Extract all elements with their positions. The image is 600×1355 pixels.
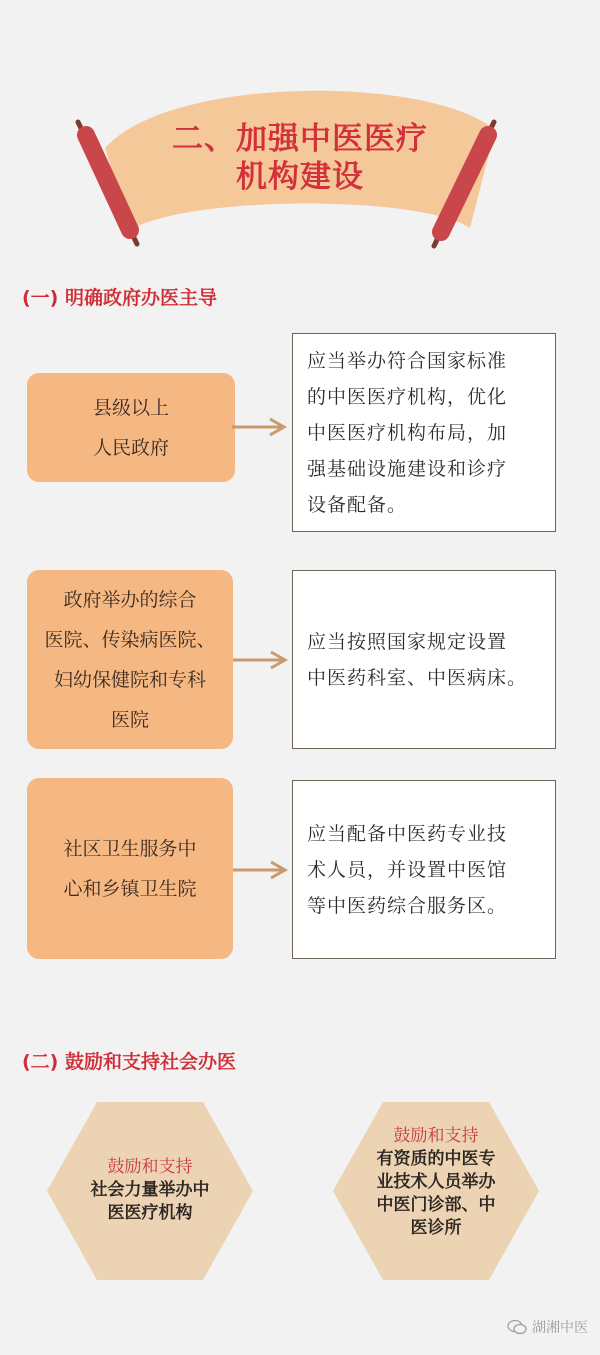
requirement-text: 应当配备中医药专业技	[307, 822, 508, 845]
hex-body-text: 业技术人员举办	[376, 1172, 496, 1192]
hex-body-text: 社会力量举办中	[90, 1180, 210, 1200]
watermark	[507, 1317, 588, 1337]
hexagon-qualified-professionals-text	[346, 1125, 526, 1240]
section2-heading: (二) 鼓励和支持社会办医	[22, 1051, 236, 1073]
banner-title-line1: 二、加强中医医疗	[172, 121, 428, 157]
subject-text: 心和乡镇卫生院	[63, 877, 197, 900]
arrow-right-icon	[233, 860, 289, 880]
hex-body-text: 有资质的中医专	[376, 1149, 496, 1169]
hex-body-text: 中医门诊部、中	[376, 1195, 496, 1215]
subject-text: 社区卫生服务中	[63, 837, 197, 860]
requirement-box-county-government	[292, 333, 556, 532]
requirement-text: 强基础设施建设和诊疗	[307, 457, 508, 480]
subject-text: 人民政府	[92, 436, 169, 459]
subject-box-county-government	[27, 373, 235, 482]
subject-text: 医院	[110, 708, 149, 731]
hex-accent-text: 鼓励和支持	[107, 1157, 193, 1177]
section1-heading: (一) 明确政府办医主导	[22, 287, 217, 309]
requirement-box-government-hospitals	[292, 570, 556, 749]
requirement-text: 等中医药综合服务区。	[307, 894, 508, 917]
requirement-text: 应当按照国家规定设置	[307, 630, 508, 653]
requirement-text: 的中医医疗机构，优化	[307, 385, 508, 408]
watermark-text: 湖湘中医	[532, 1320, 588, 1336]
subject-text: 政府举办的综合	[63, 588, 197, 611]
subject-box-community-health-centers	[27, 778, 233, 959]
subject-text: 妇幼保健院和专科	[53, 668, 206, 691]
requirement-box-community-health-centers	[292, 780, 556, 959]
subject-text: 县级以上	[92, 396, 169, 419]
requirement-text: 设备配备。	[307, 493, 408, 516]
hex-body-text: 医医疗机构	[107, 1203, 193, 1223]
subject-box-government-hospitals	[27, 570, 233, 749]
requirement-text: 应当举办符合国家标准	[307, 349, 508, 372]
subject-text: 医院、传染病医院、	[44, 628, 216, 651]
arrow-right-icon	[233, 650, 289, 670]
hex-accent-text: 鼓励和支持	[393, 1126, 479, 1146]
banner-title-line2: 机构建设	[236, 159, 364, 195]
arrow-right-icon	[232, 417, 288, 437]
wechat-icon	[507, 1319, 527, 1335]
hex-body-text: 医诊所	[410, 1218, 462, 1238]
requirement-text: 中医医疗机构布局，加	[307, 421, 508, 444]
requirement-text: 术人员，并设置中医馆	[307, 858, 508, 881]
requirement-text: 中医药科室、中医病床。	[307, 666, 528, 689]
hexagon-social-capital-text	[60, 1156, 240, 1225]
